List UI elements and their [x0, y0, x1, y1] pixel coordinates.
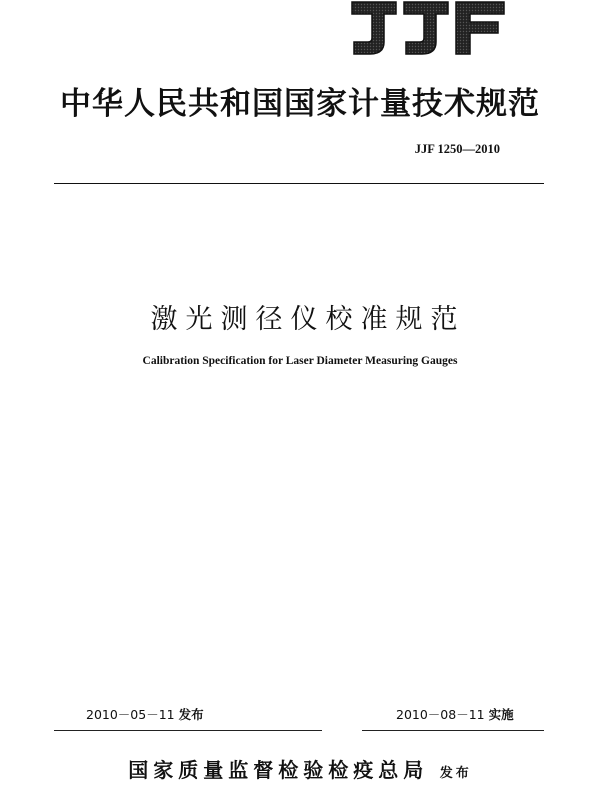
- effective-label: 实施: [488, 707, 514, 722]
- header-divider: [54, 183, 544, 184]
- footer-divider-right: [362, 730, 544, 731]
- issuer-suffix: 发布: [439, 766, 472, 781]
- standard-organization-title: 中华人民共和国国家计量技术规范: [60, 86, 540, 122]
- jjf-logo: [348, 0, 508, 56]
- publish-date: 2010－05－11: [86, 707, 175, 722]
- effective-date: 2010－08－11: [396, 707, 485, 722]
- footer-divider-left: [54, 730, 322, 731]
- document-title-english: Calibration Specification for Laser Diameter Measuring Gauges: [142, 355, 458, 367]
- standard-code: JJF 1250—2010: [414, 142, 500, 156]
- issuer-name: 国家质量监督检验检疫总局: [128, 758, 429, 782]
- issuer-line: [0, 754, 600, 783]
- publish-date-block: [86, 705, 204, 723]
- effective-date-block: [396, 705, 514, 723]
- document-title-chinese: 激光测径仪校准规范: [150, 304, 466, 335]
- publish-label: 发布: [178, 707, 204, 722]
